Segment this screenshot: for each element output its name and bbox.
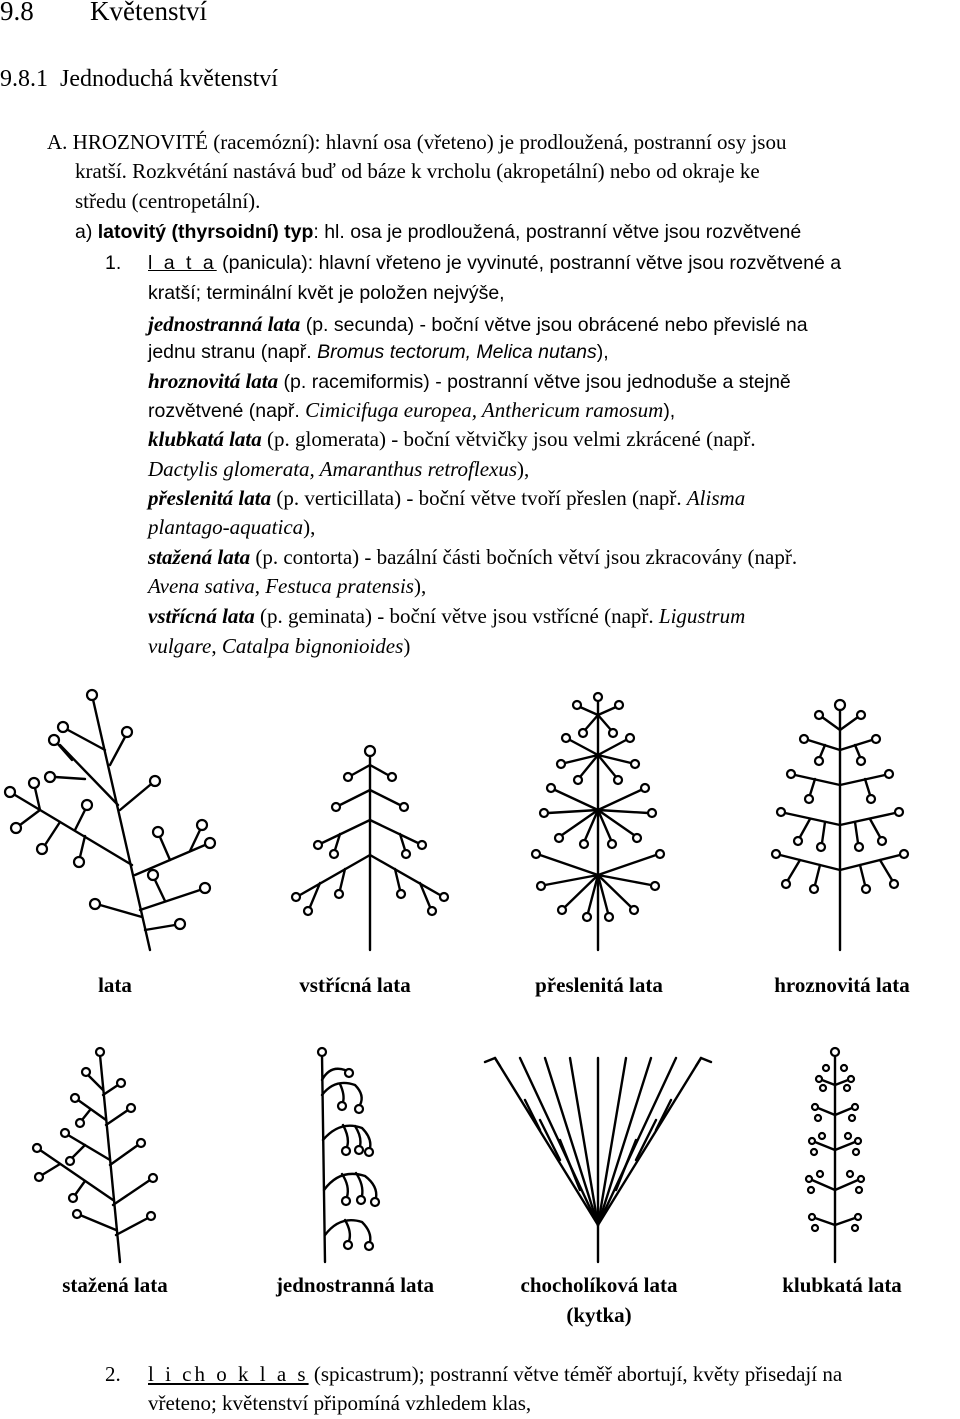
type-klubkata: klubkatá lata (p. glomerata) - boční větvičky jsou velmi zkrácené (např. <box>148 427 756 451</box>
section-a-line1: A. HROZNOVITÉ (racemózní): hlavní osa (vřeteno) je prodloužená, postranní osy jsou <box>47 130 787 154</box>
heading-title: Květenství <box>90 0 207 26</box>
caption-hroznovita-lata: hroznovitá lata <box>774 973 910 997</box>
type-klubkata-line2: Dactylis glomerata, Amaranthus retroflexus), <box>148 457 530 481</box>
chocholikova-lata-drawing <box>485 1058 711 1262</box>
heading-level2 <box>0 66 278 93</box>
caption-lata: lata <box>98 973 132 997</box>
caption-stazena-lata: stažená lata <box>62 1273 168 1297</box>
type-a-line: a) latovitý (thyrsoidní) typ: hl. osa je prodloužená, postranní větve jsou rozvětvené <box>75 221 802 243</box>
caption-vstricna-lata: vstřícná lata <box>299 973 411 997</box>
stazena-lata-drawing <box>33 1048 157 1262</box>
heading-number: 9.8.1 <box>0 66 48 92</box>
type-vstricna-line2: vulgare, Catalpa bignonioides) <box>148 634 411 658</box>
heading-number: 9.8 <box>0 0 34 26</box>
item1-line1: l a t a (panicula): hlavní vřeteno je vyvinuté, postranní větve jsou rozvětvené a <box>148 252 842 274</box>
klubkata-lata-drawing <box>806 1048 864 1262</box>
hroznovita-lata-drawing <box>772 700 908 950</box>
caption-klubkata-lata: klubkatá lata <box>782 1273 902 1297</box>
caption-kytka: (kytka) <box>566 1303 632 1327</box>
item1-number: 1. <box>105 252 122 274</box>
heading-title: Jednoduchá květenství <box>60 66 278 92</box>
item1-line2: kratší; terminální květ je položen nejvýše, <box>148 282 505 304</box>
type-hroznovita: hroznovitá lata (p. racemiformis) - postranní větve jsou jednoduše a stejně <box>148 369 791 393</box>
type-jednostranna: jednostranná lata (p. secunda) - boční větve jsou obrácené nebo převislé na <box>148 312 808 336</box>
inflorescence-diagrams-row1 <box>0 685 960 955</box>
type-preslenita-line2: plantago-aquatica), <box>148 515 316 539</box>
section-a-line3: středu (centropetální). <box>75 189 261 213</box>
section-a-line2: kratší. Rozkvétání nastává buď od báze k vrcholu (akropetální) nebo od okraje ke <box>75 159 760 183</box>
item2-line2: vřeteno; květenství připomíná vzhledem klas, <box>148 1391 532 1415</box>
type-hroznovita-line2: rozvětvené (např. Cimicifuga europea, Anthericum ramosum), <box>148 398 676 422</box>
lata-drawing <box>5 690 215 950</box>
preslenita-lata-drawing <box>532 693 664 950</box>
inflorescence-diagrams-row2 <box>0 1040 960 1265</box>
caption-preslenita-lata: přeslenitá lata <box>535 973 663 997</box>
jednostranna-lata-drawing <box>318 1048 379 1262</box>
type-vstricna: vstřícná lata (p. geminata) - boční větve jsou vstřícné (např. Ligustrum <box>148 604 746 628</box>
type-jednostranna-line2: jednu stranu (např. Bromus tectorum, Melica nutans), <box>148 341 609 363</box>
heading-level1 <box>0 0 207 27</box>
caption-chocholikova-lata: chocholíková lata <box>520 1273 678 1297</box>
caption-jednostranna-lata: jednostranná lata <box>275 1273 435 1297</box>
item2-number: 2. <box>105 1362 121 1386</box>
type-stazena-line2: Avena sativa, Festuca pratensis), <box>148 574 427 598</box>
item2-line1: l i ch o k l a s (spicastrum); postranní větve téměř abortují, květy přisedají na <box>148 1362 843 1386</box>
type-stazena: stažená lata (p. contorta) - bazální části bočních větví jsou zkracovány (např. <box>148 545 798 569</box>
type-preslenita: přeslenitá lata (p. verticillata) - boční větve tvoří přeslen (např. Alisma <box>148 486 746 510</box>
vstricna-lata-drawing <box>292 746 448 950</box>
